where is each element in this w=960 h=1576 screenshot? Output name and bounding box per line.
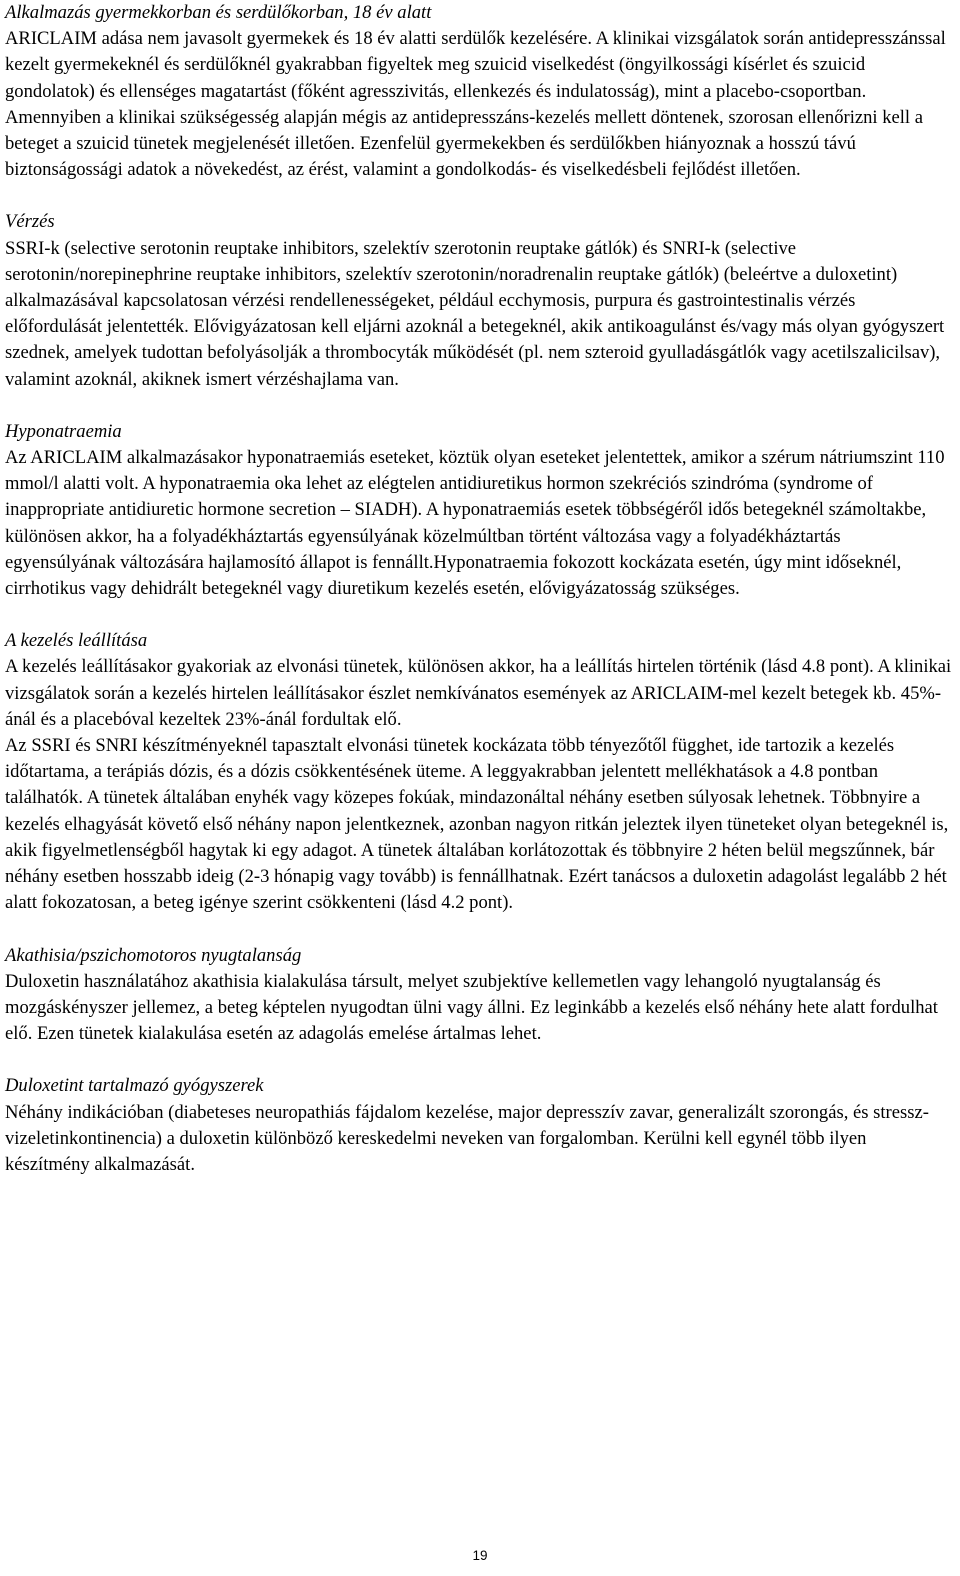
- section-heading: A kezelés leállítása: [5, 630, 148, 652]
- document-page: [5, 0, 955, 1178]
- section-spacer: [5, 1047, 955, 1073]
- section-paragraph: Néhány indikációban (diabeteses neuropathiás fájdalom kezelése, major depresszív zavar, generalizált szorongás, és stressz-vizeletinkontinencia) a duloxetin különböző kereskedelmi neveken van forgalomban. Kerülni kell egynél több ilyen készítmény alkalmazását.: [5, 1101, 929, 1175]
- section-paragraph: Az SSRI és SNRI készítményeknél tapasztalt elvonási tünetek kockázata több tényezőtől függhet, ide tartozik a kezelés időtartama, a terápiás dózis, és a dózis csökkentésének üteme. A leggyakrabban jelentett mellékhatások a 4.8 pontban találhatók. A tünetek általában enyhék vagy közepes fokúak, mindazonáltal néhány esetben súlyosak lehetnek. Többnyire a kezelés elhagyását követő első néhány napon jelentkeznek, azonban nagyon ritkán jeleztek ilyen tüneteket olyan betegeknél is, akik figyelmetlenségből hagytak ki egy adagot. A tünetek általában korlátozottak és többnyire 2 héten belül megszűnnek, bár néhány esetben hosszabb ideig (2-3 hónapig vagy tovább) is fennállhatnak. Ezért tanácsos a duloxetin adagolást legalább 2 hét alatt fokozatosan, a beteg igénye szerint csökkenteni (lásd 4.2 pont).: [5, 735, 949, 914]
- section-spacer: [5, 602, 955, 628]
- section-discontinuation: [5, 628, 955, 916]
- section-spacer: [5, 917, 955, 943]
- section-paragraph: SSRI-k (selective serotonin reuptake inhibitors, szelektív szerotonin reuptake gátlók) és SNRI-k (selective serotonin/norepinephrine reuptake inhibitors, szelektív szerotonin/noradrenalin reuptake gátlók) (beleértve a duloxetint) alkalmazásával kapcsolatosan vérzési rendellenességeket, például ecchymosis, purpura és gastrointestinalis vérzés előfordulását jelentették. Elővigyázatosan kell eljárni azoknál a betegeknél, akik antikoagulánst és/vagy más olyan gyógyszert szednek, amelyek tudottan befolyásolják a thrombocyták működését (pl. nem szteroid gyulladásgátlók vagy acetilszalicilsav), valamint azoknál, akiknek ismert vérzéshajlama van.: [5, 237, 945, 390]
- section-heading: Alkalmazás gyermekkorban és serdülőkorban, 18 év alatt: [5, 2, 432, 23]
- section-duloxetine-products: [5, 1073, 955, 1178]
- section-bleeding: [5, 209, 955, 392]
- section-heading: Duloxetint tartalmazó gyógyszerek: [5, 1075, 264, 1097]
- section-spacer: [5, 183, 955, 209]
- section-paragraph: ARICLAIM adása nem javasolt gyermekek és 18 év alatti serdülők kezelésére. A klinikai vizsgálatok során antidepresszánssal kezelt gyermekeknél és serdülőknél gyakrabban figyeltek meg szuicid viselkedést (öngyilkossági kísérlet és szuicid gondolatok) és ellenséges magatartást (főként agresszivitás, ellenkezés és indulatosság), mint a placebo-csoportban. Amennyiben a klinikai szükségesség alapján mégis az antidepresszáns-kezelés mellett döntenek, szorosan ellenőrizni kell a beteget a szuicid tünetek megjelenését illetően. Ezenfelül gyermekekben és serdülőkben hiányoznak a hosszú távú biztonságossági adatok a növekedést, az érést, valamint a gondolkodás- és viselkedésbeli fejlődést illetően.: [5, 28, 946, 181]
- page-number: 19: [472, 1548, 488, 1563]
- section-paragraph: A kezelés leállításakor gyakoriak az elvonási tünetek, különösen akkor, ha a leállítás hirtelen történik (lásd 4.8 pont). A klinikai vizsgálatok során a kezelés hirtelen leállításakor észlet nemkívánatos események az ARICLAIM-mel kezelt betegek kb. 45%-ánál és a placebóval kezeltek 23%-ánál fordultak elő.: [5, 656, 952, 730]
- section-heading: Vérzés: [5, 211, 55, 233]
- section-children-adolescents: [5, 0, 955, 183]
- section-spacer: [5, 393, 955, 419]
- section-heading: Akathisia/pszichomotoros nyugtalanság: [5, 944, 302, 966]
- section-paragraph: Az ARICLAIM alkalmazásakor hyponatraemiás eseteket, köztük olyan eseteket jelentettek, amikor a szérum nátriumszint 110 mmol/l alatti volt. A hyponatraemia oka lehet az elégtelen antidiuretikus hormon szekréciós szindróma (syndrome of inappropriate antidiuretic hormone secretion – SIADH). A hyponatraemiás esetek többségéről idős betegeknél számoltakbe, különösen akkor, ha a folyadékháztartás egyensúlyának közelmúltban történt változása vagy a folyadékháztartás egyensúlyának változására hajlamosító állapot is fennállt.Hyponatraemia fokozott kockázata esetén, úgy mint időseknél, cirrhotikus vagy dehidrált betegeknél vagy diuretikum kezelés esetén, elővigyázatosság szükséges.: [5, 447, 945, 600]
- section-paragraph: Duloxetin használatához akathisia kialakulása társult, melyet szubjektíve kellemetlen vagy lehangoló nyugtalanság és mozgáskényszer jellemez, a beteg képtelen nyugodtan ülni vagy állni. Ez leginkább a kezelés első néhány hete alatt fordulhat elő. Ezen tünetek kialakulása esetén az adagolás emelése ártalmas lehet.: [5, 970, 938, 1045]
- section-akathisia: [5, 943, 955, 1048]
- section-hyponatraemia: [5, 419, 955, 602]
- section-heading: Hyponatraemia: [5, 420, 122, 442]
